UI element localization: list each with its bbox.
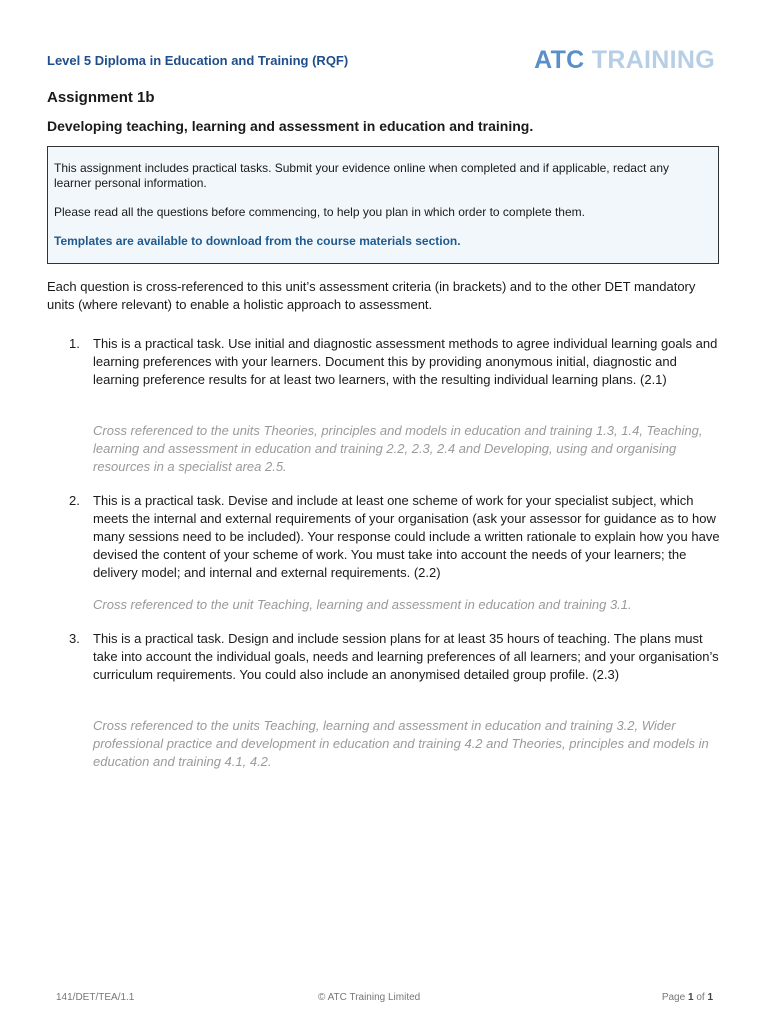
instructions-box — [47, 146, 719, 264]
question-number: 3. — [69, 631, 80, 646]
of-label: of — [696, 992, 705, 1003]
question-1 — [69, 335, 721, 389]
atc-training-logo — [534, 46, 715, 75]
footer-page-number — [662, 992, 713, 1003]
question-text: This is a practical task. Devise and include at least one scheme of work for your specialist subject, which meets the internal and external requirements of your organisation (ask your assessor for guidance as to how many sessions need to be included). Your response could include a written rationale to explain how you have devised the content of your scheme of work. You must take into account the needs of your learners; the delivery model; and internal and external requirements. (2.2) — [93, 493, 720, 580]
logo-text-atc: ATC — [534, 46, 585, 74]
question-1-cross-reference: Cross referenced to the units Theories, principles and models in education and training 1.3, 1.4, Teaching, learning and assessment in education and training 2.2, 2.3, 2.4 and Developing, using and organising resources in a specialist area 2.5. — [93, 423, 703, 474]
question-number: 2. — [69, 493, 80, 508]
question-text: This is a practical task. Design and include session plans for at least 35 hours of teaching. The plans must take into account the individual goals, needs and learning preferences of all learners; and your organisation’s curriculum requirements. You could also include an anonymised detailed group profile. (2.3) — [93, 631, 719, 682]
instructions-paragraph-2: Please read all the questions before commencing, to help you plan in which order to complete them. — [54, 205, 585, 219]
page-current: 1 — [687, 992, 694, 1003]
templates-note: Templates are available to download from the course materials section. — [54, 234, 461, 248]
question-3 — [69, 630, 721, 684]
question-number: 1. — [69, 336, 80, 351]
question-3-cross-reference: Cross referenced to the units Teaching, learning and assessment in education and training 3.2, Wider professional practice and development in education and training 4.2 and Theories, principles and models in education and training 4.1, 4.2. — [93, 718, 709, 769]
logo-text-training: TRAINING — [591, 46, 715, 74]
footer-copyright: © ATC Training Limited — [318, 992, 421, 1003]
question-2 — [69, 492, 721, 582]
question-text: This is a practical task. Use initial and diagnostic assessment methods to agree individual learning goals and learning preferences with your learners. Document this by providing anonymous initial, diagnostic and learning preference results for at least two learners, with the resulting individual learning plans. (2.1) — [93, 336, 718, 387]
question-2-cross-reference: Cross referenced to the unit Teaching, learning and assessment in education and training 3.1. — [93, 597, 632, 612]
assignment-subtitle: Developing teaching, learning and assessment in education and training. — [47, 118, 534, 134]
instructions-paragraph-1: This assignment includes practical tasks. Submit your evidence online when completed and if applicable, redact any learner personal information. — [54, 161, 669, 190]
document-header-title: Level 5 Diploma in Education and Training (RQF) — [47, 53, 349, 68]
footer-document-code: 141/DET/TEA/1.1 — [56, 992, 135, 1003]
page-total: 1 — [707, 992, 713, 1003]
intro-paragraph: Each question is cross-referenced to this unit’s assessment criteria (in brackets) and to the other DET mandatory units (where relevant) to enable a holistic approach to assessment. — [47, 279, 696, 312]
assignment-title: Assignment 1b — [47, 89, 155, 106]
page-label: Page — [661, 992, 686, 1003]
